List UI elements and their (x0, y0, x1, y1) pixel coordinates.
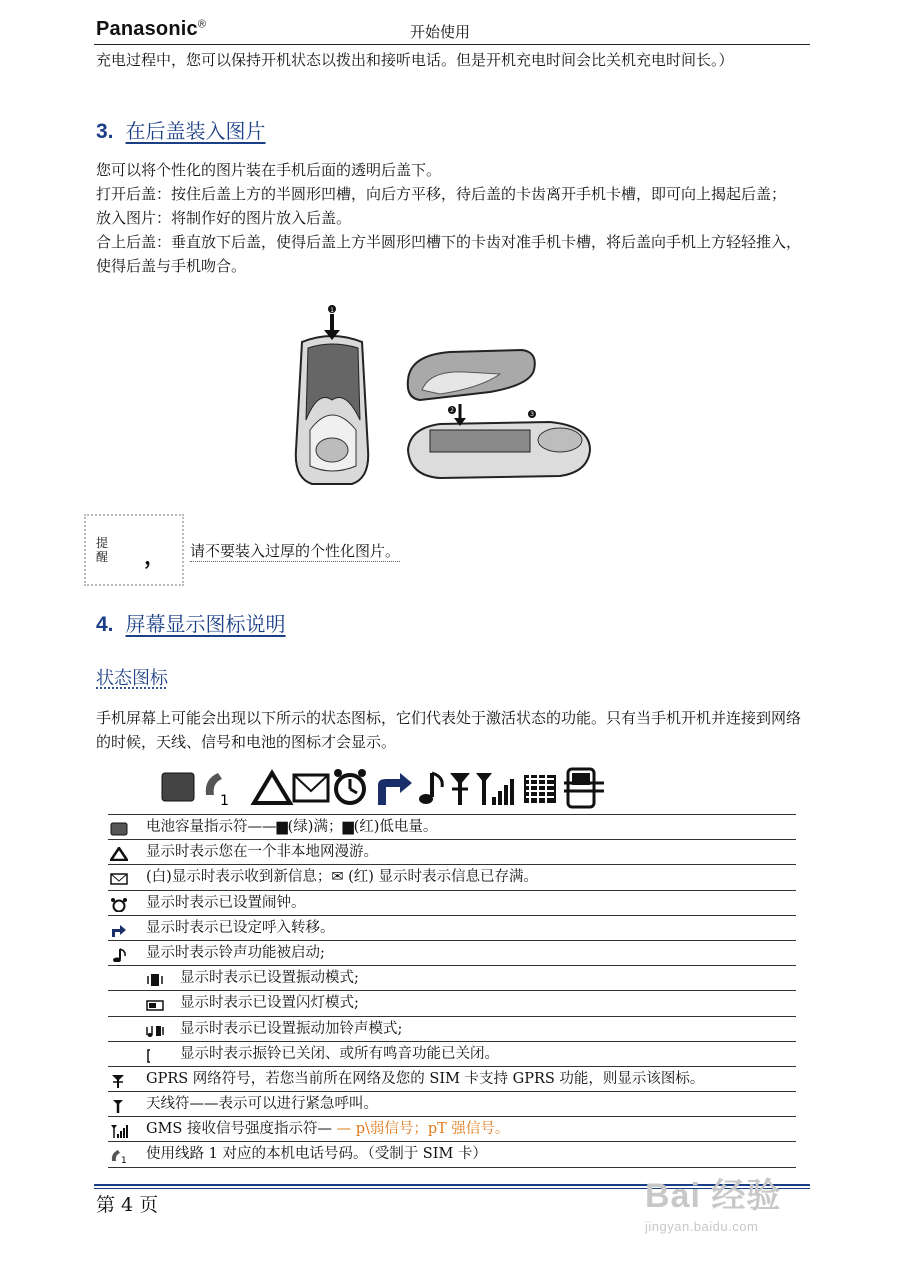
section3-heading: 3. 在后盖装入图片 (96, 119, 266, 143)
status-icon-table (108, 814, 796, 1168)
icon-table-row (108, 1117, 796, 1142)
ringer-icon (110, 946, 128, 960)
section4-intro: 手机屏幕上可能会出现以下所示的状态图标，它们代表处于激活状态的功能。只有当手机开机并连接到网络的时候，天线、信号和电池的图标才会显示。 (96, 709, 802, 751)
icon-table-row (108, 916, 796, 941)
battery-icon (162, 773, 194, 801)
icon-table-row (108, 1017, 796, 1042)
note-label: 提醒 (96, 536, 109, 564)
light-icon (146, 996, 164, 1010)
status-icon-strip (160, 765, 640, 809)
icon-table-row (108, 1067, 796, 1092)
status-icons-subheading: 状态图标 (96, 668, 168, 689)
gprs-icon (450, 773, 470, 805)
line1-icon (206, 773, 229, 809)
icon-table-row (108, 1042, 796, 1067)
watermark-brand: Bai 经验 (645, 1177, 782, 1215)
roaming-icon (254, 773, 290, 803)
message-icon (294, 775, 328, 801)
section3-line: 合上后盖：垂直放下后盖，使得后盖上方半圆形凹槽下的卡齿对准手机卡槽，将后盖向手机上方轻轻推入，使得后盖与手机吻合。 (96, 233, 802, 275)
antenna-icon (110, 1097, 128, 1111)
svg-text:1: 1 (220, 793, 229, 809)
message-icon (110, 870, 128, 884)
icon-table-row (108, 991, 796, 1016)
grid-icon (524, 775, 556, 803)
icon-table-row (108, 941, 796, 966)
section3-body (96, 158, 808, 278)
figure-label-2: 2 (450, 407, 454, 414)
alarm-icon (110, 896, 128, 910)
icon-description: 显示时表示已设置闹钟。 (146, 894, 306, 911)
watermark (645, 1168, 781, 1234)
line1-icon (110, 1147, 128, 1164)
page-header-title: 开始使用 (410, 23, 471, 41)
note-comma: ， (144, 544, 167, 570)
section3-line: 打开后盖：按住后盖上方的半圆形凹槽，向后方平移，待后盖的卡齿离开手机卡槽，即可向上揭起后盖； (96, 185, 787, 203)
icon-description: 显示时表示已设置振动模式; (180, 970, 359, 987)
page-number: 第 4 页 (96, 1194, 159, 1216)
icon-table-row (108, 966, 796, 991)
gprs-icon (110, 1072, 128, 1086)
icon-description: 显示时表示您在一个非本地网漫游。 (146, 844, 378, 861)
icon-description: 电池容量指示符——▆(绿)满；▆(红)低电量。 (146, 819, 438, 835)
vibrate-ring-icon (146, 1022, 164, 1036)
icon-description: 显示时表示已设置闪灯模式; (180, 995, 359, 1012)
divert-icon (378, 773, 412, 805)
icon-table-row (108, 1142, 796, 1167)
watermark-url: jingyan.baidu.com (645, 1219, 759, 1234)
back-cover-figure (290, 300, 620, 500)
icon-table-row (108, 891, 796, 916)
header-rule (94, 44, 810, 45)
divert-icon (110, 921, 128, 935)
icon-description: 显示时表示铃声功能被启动; (146, 944, 325, 961)
vibrate-icon (146, 971, 164, 985)
figure-label-1: 1 (330, 307, 334, 314)
section3-line: 您可以将个性化的图片装在手机后面的透明后盖下。 (96, 161, 442, 179)
roaming-icon (110, 845, 128, 859)
icon-description: 显示时表示已设定呼入转移。 (146, 919, 335, 936)
section4-heading: 4. 屏幕显示图标说明 (96, 612, 286, 636)
silent-icon (146, 1047, 164, 1061)
battery-icon (110, 820, 128, 834)
ringer-icon (419, 773, 442, 804)
phone-back-view (296, 305, 368, 484)
phone-mode-icon (564, 769, 604, 807)
icon-table-row (108, 865, 796, 890)
note-text: 请不要装入过厚的个性化图片。 (190, 542, 401, 560)
signal-icon (110, 1122, 128, 1136)
svg-text:1: 1 (121, 1156, 127, 1164)
icon-table-row (108, 1092, 796, 1117)
alarm-icon (334, 769, 366, 803)
signal-strength-legend: — p\弱信号；pT 强信号。 (331, 1121, 510, 1138)
brand-logo: Panasonic® (96, 18, 207, 40)
figure-label-3: 3 (530, 411, 534, 418)
icon-description: GMS 接收信号强度指示符— — p\弱信号；pT 强信号。 (146, 1121, 510, 1138)
icon-table-row (108, 814, 796, 840)
icon-description: GPRS 网络符号，若您当前所在网络及您的 SIM 卡支持 GPRS 功能，则显示该图标。 (146, 1070, 705, 1087)
intro-paragraph: 充电过程中，您可以保持开机状态以拨出和接听电话。但是开机充电时间会比关机充电时间长。） (96, 51, 734, 69)
section3-line: 放入图片：将制作好的图片放入后盖。 (96, 209, 352, 227)
icon-description: (白)显示时表示收到新信息；✉ (红) 显示时表示信息已存满。 (146, 869, 538, 886)
icon-description: 显示时表示已设置振动加铃声模式; (180, 1020, 403, 1037)
icon-description: 显示时表示振铃已关闭、或所有鸣音功能已关闭。 (180, 1045, 499, 1062)
signal-icon (476, 773, 514, 805)
icon-table-row (108, 840, 796, 865)
icon-description: 使用线路 1 对应的本机电话号码。（受制于 SIM 卡） (146, 1146, 487, 1163)
icon-description: 天线符——表示可以进行紧急呼叫。 (146, 1096, 378, 1113)
phone-open-view (408, 350, 590, 478)
